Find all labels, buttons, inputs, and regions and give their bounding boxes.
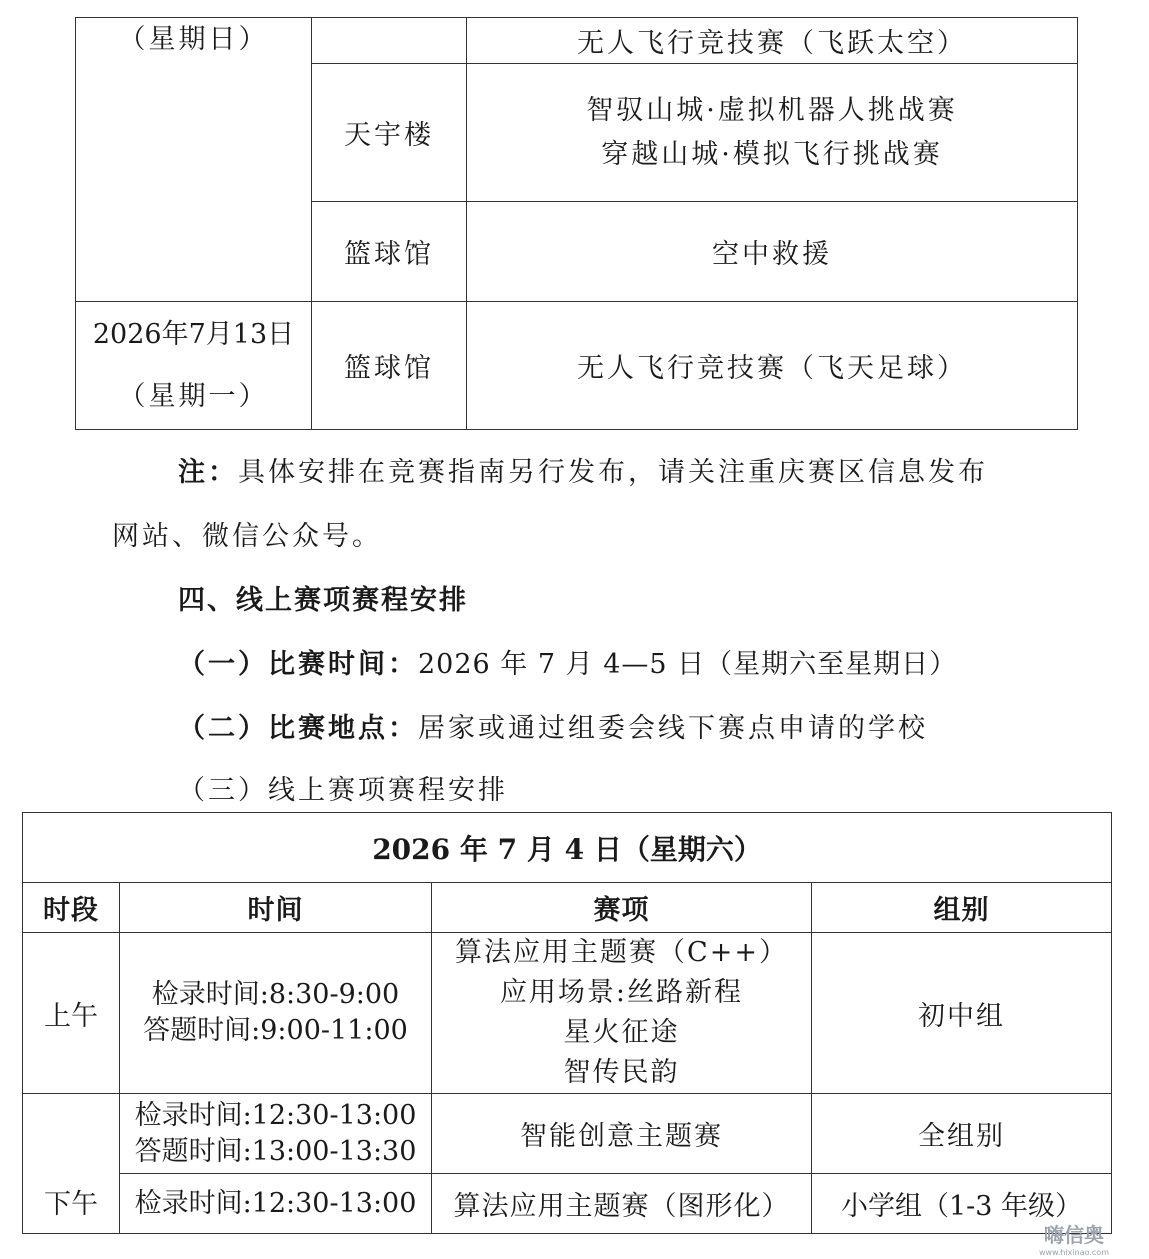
note-label: 注：	[178, 457, 238, 488]
event-cell	[467, 64, 1078, 202]
weekday-label: （星期日）	[118, 24, 269, 55]
answer-time: 答题时间:13:00-13:30	[134, 1135, 417, 1167]
venue-schedule-table	[75, 17, 1078, 430]
event-name: 智传民韵	[563, 1057, 680, 1088]
event-name: 穿越山城·模拟飞行挑战赛	[601, 138, 943, 170]
group-cell: 小学组（1-3 年级）	[812, 1174, 1112, 1234]
event-name: 算法应用主题赛（C++）	[455, 937, 788, 968]
group-cell: 初中组	[812, 933, 1112, 1094]
section-heading: 四、线上赛项赛程安排	[178, 585, 468, 616]
header-event: 赛项	[432, 883, 812, 933]
checkin-time: 检录时间:12:30-13:00	[134, 1099, 417, 1131]
watermark	[1039, 1219, 1109, 1257]
header-time: 时间	[120, 883, 432, 933]
note-line-2: 网站、微信公众号。	[112, 521, 382, 552]
item-time	[178, 642, 957, 681]
date-cell	[76, 302, 312, 430]
answer-time: 答题时间:9:00-11:00	[143, 1015, 408, 1046]
time-cell	[120, 1094, 432, 1174]
item-location-label: （二）比赛地点：	[178, 713, 418, 744]
group-cell: 全组别	[812, 1094, 1112, 1174]
event-cell	[432, 933, 812, 1094]
online-schedule-table	[22, 812, 1112, 1234]
venue-cell: 天宇楼	[312, 64, 467, 202]
item-time-value: 2026 年 7 月 4—5 日（星期六至星期日）	[418, 649, 958, 680]
period-cell: 上午	[23, 933, 120, 1094]
period-cell: 下午	[23, 1094, 120, 1234]
venue-cell: 篮球馆	[312, 302, 467, 430]
event-name: 无人飞行竞技赛（飞跃太空）	[577, 28, 967, 59]
weekday-label: （星期一）	[118, 380, 269, 412]
item-location	[178, 706, 928, 745]
date-label: 2026年7月13日	[92, 318, 295, 350]
event-name: 智驭山城·虚拟机器人挑战赛	[586, 94, 958, 126]
header-group: 组别	[812, 883, 1112, 933]
table-title: 2026 年 7 月 4 日（星期六）	[23, 813, 1112, 883]
event-cell: 算法应用主题赛（图形化）	[432, 1174, 812, 1234]
item-schedule: （三）线上赛项赛程安排	[178, 775, 508, 806]
note-text: 具体安排在竞赛指南另行发布，请关注重庆赛区信息发布	[238, 457, 988, 488]
venue-cell: 篮球馆	[312, 202, 467, 302]
watermark-url: www.hixinao.com	[1038, 1248, 1109, 1257]
time-cell	[120, 933, 432, 1094]
event-cell: 智能创意主题赛	[432, 1094, 812, 1174]
date-cell	[76, 18, 312, 302]
event-cell	[467, 18, 1078, 64]
event-name: 星火征途	[563, 1017, 680, 1048]
event-cell: 空中救援	[467, 202, 1078, 302]
item-location-value: 居家或通过组委会线下赛点申请的学校	[418, 713, 928, 744]
venue-cell	[312, 18, 467, 64]
item-time-label: （一）比赛时间：	[178, 649, 418, 680]
time-cell: 检录时间:12:30-13:00	[120, 1174, 432, 1234]
header-period: 时段	[23, 883, 120, 933]
note-line-1	[178, 450, 988, 489]
event-cell: 无人飞行竞技赛（飞天足球）	[467, 302, 1078, 430]
checkin-time: 检录时间:8:30-9:00	[151, 979, 400, 1010]
event-name: 应用场景:丝路新程	[499, 977, 744, 1008]
watermark-name: 嗨信奥	[1043, 1223, 1104, 1247]
